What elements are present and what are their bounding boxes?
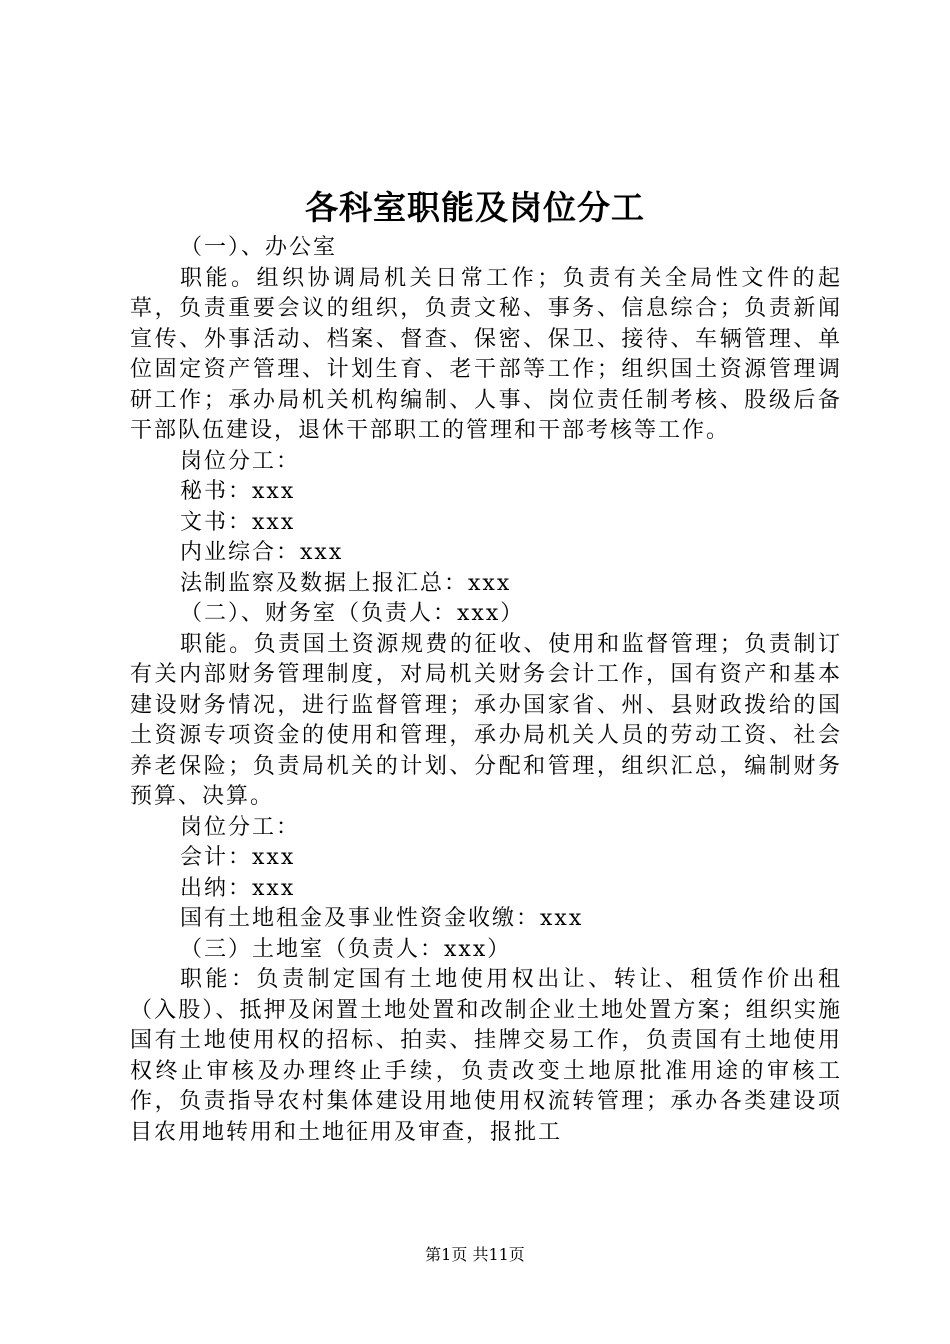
office-duties-paragraph: 职能。组织协调局机关日常工作；负责有关全局性文件的起草，负责重要会议的组织，负责文秘、事务、信息综合；负责新闻宣传、外事活动、档案、督查、保密、保卫、接待、车辆管理、单位固定资产管理、计划生育、老干部等工作；组织国土资源管理调研工作；承办局机关机构编制、人事、岗位责任制考核、股级后备干部队伍建设，退休干部职工的管理和干部考核等工作。 <box>130 265 842 443</box>
office-positions-heading: 岗位分工： <box>180 448 301 474</box>
land-duties-paragraph: 职能：负责制定国有土地使用权出让、转让、租赁作价出租（入股）、抵押及闲置土地处置和改制企业土地处置方案；组织实施国有土地使用权的招标、拍卖、挂牌交易工作，负责国有土地使用权终止审核及办理终止手续，负责改变土地原批准用途的审核工作，负责指导农村集体建设用地使用权流转管理；承办各类建设项目农用地转用和土地征用及审查，报批工 <box>130 967 842 1145</box>
office-position-internal-affairs: 内业综合：xxx <box>180 540 344 565</box>
office-position-secretary: 秘书：xxx <box>180 479 296 504</box>
finance-positions-heading: 岗位分工： <box>180 814 301 840</box>
finance-position-accountant: 会计：xxx <box>180 845 296 870</box>
office-position-clerk: 文书：xxx <box>180 509 296 535</box>
section-heading-land: （三）土地室（负责人：xxx） <box>180 936 512 962</box>
finance-duties-paragraph: 职能。负责国土资源规费的征收、使用和监督管理；负责制订有关内部财务管理制度，对局机关财务会计工作，国有资产和基本建设财务情况，进行监督管理；承办国家省、州、县财政拨给的国土资源专项资金的使用和管理，承办局机关人员的劳动工资、社会养老保险；负责局机关的计划、分配和管理，组织汇总，编制财务预算、决算。 <box>130 631 842 809</box>
section-heading-office: （一）、办公室 <box>180 235 338 260</box>
finance-position-rent-collection: 国有土地租金及事业性资金收缴：xxx <box>180 906 584 931</box>
document-body <box>130 233 842 1148</box>
page-footer: 第1页 共11页 <box>425 1245 525 1264</box>
document-title: 各科室职能及岗位分工 <box>305 188 645 227</box>
finance-position-cashier: 出纳：xxx <box>180 875 296 901</box>
office-position-legal-supervision: 法制监察及数据上报汇总：xxx <box>180 570 512 596</box>
section-heading-finance: （二）、财务室（负责人：xxx） <box>180 601 525 626</box>
